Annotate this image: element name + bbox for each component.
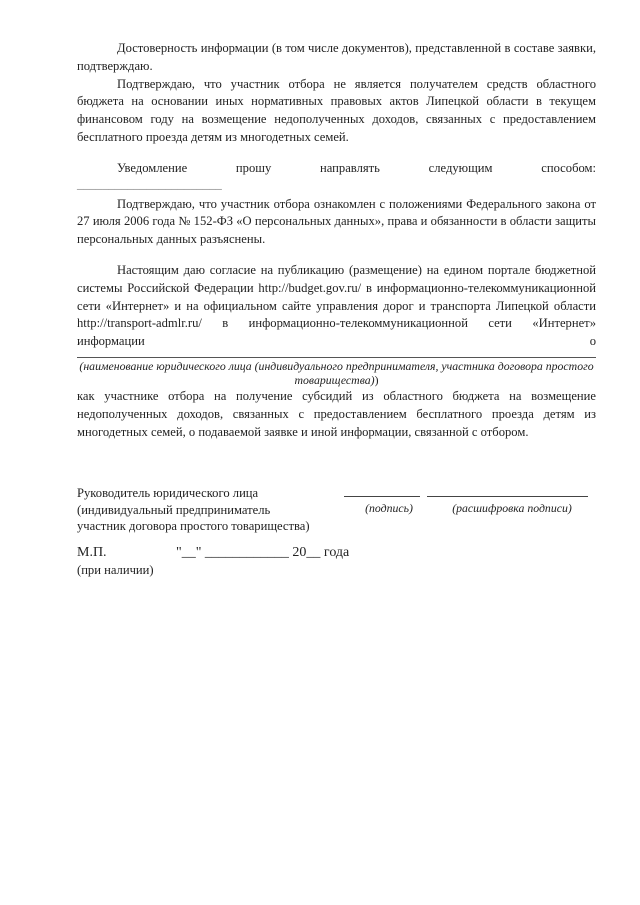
signature-line — [344, 496, 420, 497]
entity-name-caption: (наименование юридического лица (индивидуального предпринимателя, участника договора простого товарищества)) — [79, 358, 594, 388]
paragraph-reliability: Достоверность информации (в том числе документов), представленной в составе заявки, подтверждаю. — [77, 41, 596, 73]
stamp-block — [77, 545, 350, 578]
paragraph-publication-consent: Настоящим даю согласие на публикацию (размещение) на едином портале бюджетной системы Российской Федерации http://budget.gov.ru/ в информационно-телекоммуникационной сети «Интернет» и на официальном сайте управления дорог и транспорта Липецкой области http://transport-admlr.ru/ в информационно-телекоммуникационной сети «Интернет» информации о — [77, 262, 596, 349]
signature-caption: (подпись) — [365, 501, 413, 515]
paragraph-notification: Уведомление прошу направлять следующим способом: — [117, 160, 596, 175]
signer-title: Руководитель юридического лица (индивидуальный предприниматель участник договора простого товарищества) — [77, 486, 310, 533]
paragraph-not-recipient: Подтверждаю, что участник отбора не является получателем средств областного бюджета на основании иных нормативных правовых актов Липецкой области в текущем финансовом году на возмещение недополученных доходов, связанных с предоставлением бесплатного проезда детям из многодетных семей. — [77, 76, 596, 144]
stamp-note: (при наличии) — [77, 562, 154, 577]
paragraph-personal-data: Подтверждаю, что участник отбора ознакомлен с положениями Федерального закона от 27 июля 2006 года № 152-ФЗ «О персональных данных», права и обязанности в области защиты персональных данных разъяснены. — [77, 196, 596, 247]
entity-name-line — [77, 357, 596, 358]
date-field: "__" ____________ 20__ года — [176, 545, 350, 560]
notification-method-blank: _______________________ — [77, 176, 222, 191]
stamp-label: М.П. — [77, 545, 107, 560]
document-body — [77, 40, 596, 441]
signature-decoding-caption: (расшифровка подписи) — [452, 501, 572, 515]
signature-decoding-line — [427, 496, 588, 497]
paragraph-participant-info: как участнике отбора на получение субсидий из областного бюджета на возмещение недополученных доходов, связанных с предоставлением бесплатного проезда детям из многодетных семей, о подаваемой заявке и иной информации, связанной с отбором. — [77, 388, 596, 439]
